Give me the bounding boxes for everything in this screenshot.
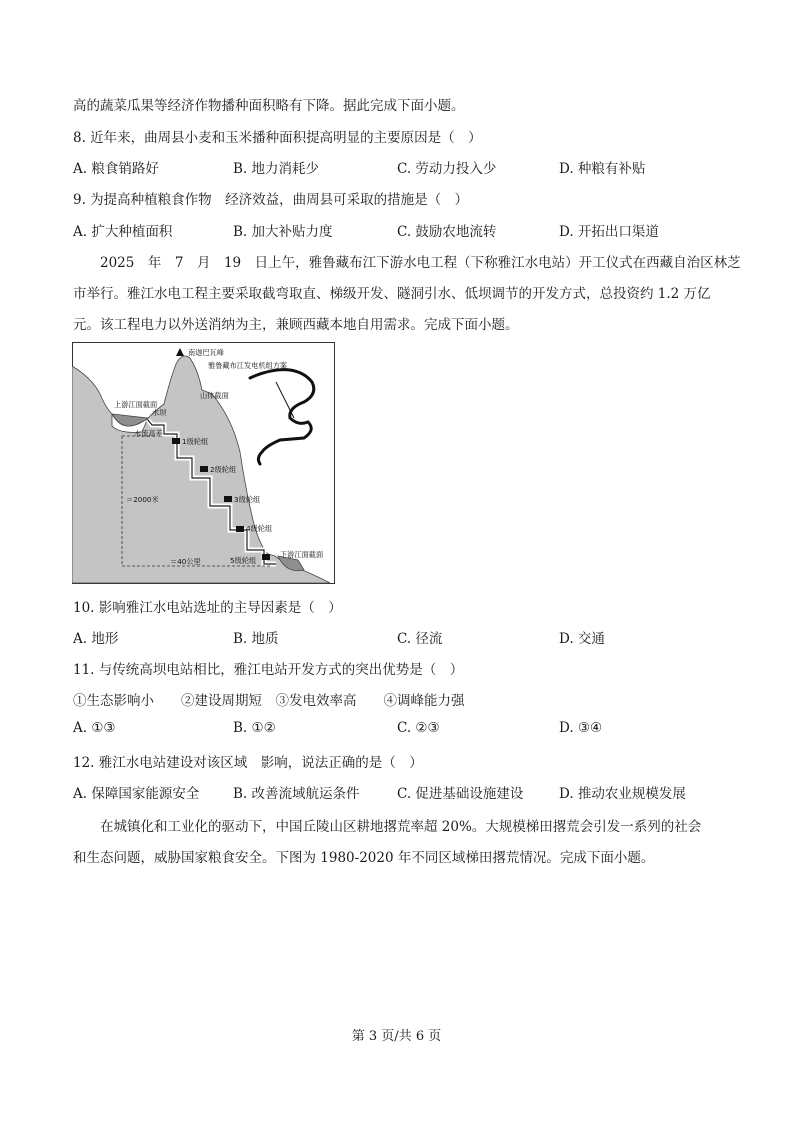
question-12-option-a: A. 保障国家能源安全 xyxy=(73,786,200,802)
question-10-option-c: C. 径流 xyxy=(397,631,443,647)
label-peak: 南迦巴瓦峰 xyxy=(188,348,224,357)
label-unit-4: 4级轮组 xyxy=(246,524,273,533)
question-10-stem: 10. 影响雅江水电站选址的主导因素是（ ） xyxy=(73,600,342,616)
label-distance: ＝40公里 xyxy=(170,557,201,566)
unit-3-turbine xyxy=(224,496,232,502)
question-12-stem: 12. 雅江水电站建设对该区域 影响，说法正确的是（ ） xyxy=(73,755,423,771)
question-9-option-d: D. 开拓出口渠道 xyxy=(559,224,659,240)
hydropower-scheme-figure xyxy=(72,342,335,584)
passage-3-line-2: 和生态问题，威胁国家粮食安全。下图为 1980-2020 年不同区域梯田撂荒情况。完成下面小题。 xyxy=(73,850,655,866)
label-unit-5: 5级轮组 xyxy=(230,556,257,565)
question-9-option-b: B. 加大补贴力度 xyxy=(233,224,333,240)
question-8-option-a: A. 粮食销路好 xyxy=(73,161,159,177)
question-10-option-b: B. 地质 xyxy=(233,631,279,647)
label-unit-2: 2级轮组 xyxy=(210,465,237,474)
label-head-drop: 水流高差 xyxy=(134,429,163,438)
unit-1-turbine xyxy=(172,438,180,444)
question-9-option-a: A. 扩大种植面积 xyxy=(73,224,173,240)
question-10-option-a: A. 地形 xyxy=(73,631,119,647)
question-12-option-b: B. 改善流域航运条件 xyxy=(233,786,360,802)
question-11-option-a: A. ①③ xyxy=(73,720,116,736)
question-8-option-d: D. 种粮有补贴 xyxy=(559,161,646,177)
label-dam: 水坝 xyxy=(152,408,167,417)
passage-2-line-3: 元。该工程电力以外送消纳为主，兼顾西藏本地自用需求。完成下面小题。 xyxy=(73,317,519,333)
page-footer: 第 3 页/共 6 页 xyxy=(351,1029,442,1044)
question-11-option-d: D. ③④ xyxy=(559,720,603,736)
question-9-stem: 9. 为提高种植粮食作物 经济效益，曲周县可采取的措施是（ ） xyxy=(73,192,469,208)
question-9-option-c: C. 鼓励农地流转 xyxy=(397,224,497,240)
label-upstream-section: 上游江面截面 xyxy=(114,400,158,409)
question-11-statements: ①生态影响小 ②建设周期短 ③发电效率高 ④调峰能力强 xyxy=(73,693,465,709)
unit-5-turbine xyxy=(262,554,270,560)
label-unit-3: 3级轮组 xyxy=(234,495,261,504)
question-12-option-c: C. 促进基础设施建设 xyxy=(397,786,524,802)
question-8-option-c: C. 劳动力投入少 xyxy=(397,161,497,177)
question-11-stem: 11. 与传统高坝电站相比，雅江电站开发方式的突出优势是（ ） xyxy=(73,662,464,678)
intro-tail-text: 高的蔬菜瓜果等经济作物播种面积略有下降。据此完成下面小题。 xyxy=(73,98,465,114)
label-scheme-title: 雅鲁藏布江发电机组方案 xyxy=(208,361,288,370)
question-12-option-d: D. 推动农业规模发展 xyxy=(559,786,686,802)
question-8-option-b: B. 地力消耗少 xyxy=(233,161,320,177)
label-unit-1: 1级轮组 xyxy=(182,437,209,446)
label-mountain-section: 山体截面 xyxy=(200,391,229,400)
passage-2-line-1: 2025 年 7 月 19 日上午，雅鲁藏布江下游水电工程（下称雅江水电站）开工仪式在西藏自治区林芝 xyxy=(100,255,741,271)
passage-2-line-2: 市举行。雅江水电工程主要采取截弯取直、梯级开发、隧洞引水、低坝调节的开发方式，总投资约 1.2 万亿 xyxy=(73,286,711,302)
unit-2-turbine xyxy=(200,466,208,472)
question-10-option-d: D. 交通 xyxy=(559,631,605,647)
unit-4-turbine xyxy=(236,526,244,532)
label-downstream-section: 下游江面截面 xyxy=(280,550,324,559)
label-height: ＝2000米 xyxy=(126,495,159,504)
question-11-option-b: B. ①② xyxy=(233,720,276,736)
passage-3-line-1: 在城镇化和工业化的驱动下，中国丘陵山区耕地撂荒率超 20%。大规模梯田撂荒会引发一系列的社会 xyxy=(100,819,702,835)
question-8-stem: 8. 近年来，曲周县小麦和玉米播种面积提高明显的主要原因是（ ） xyxy=(73,130,482,146)
question-11-option-c: C. ②③ xyxy=(397,720,440,736)
